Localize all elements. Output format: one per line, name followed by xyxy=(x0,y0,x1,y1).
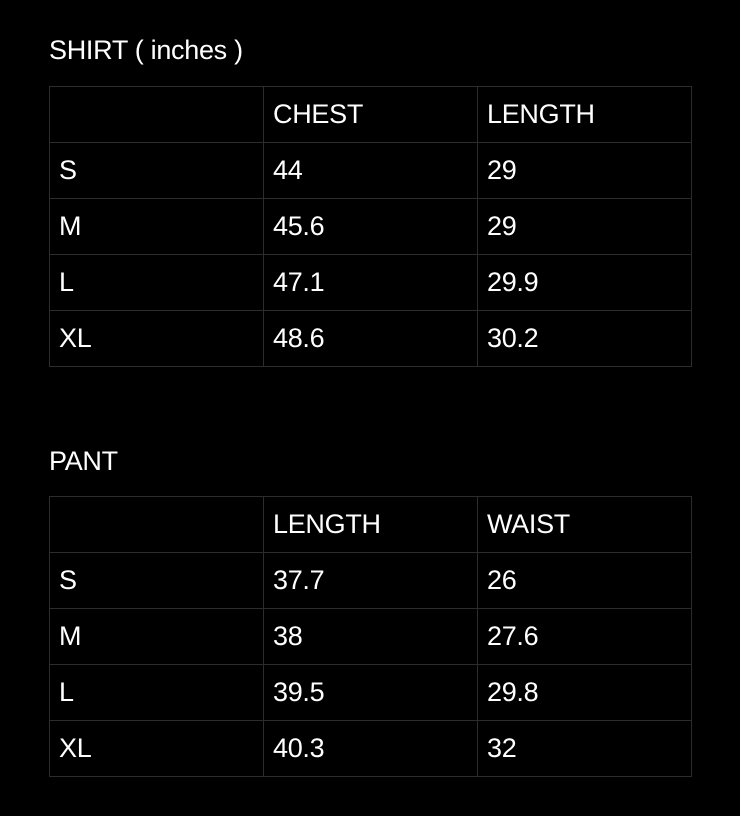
chest-cell: 44 xyxy=(264,143,478,199)
header-cell-waist: WAIST xyxy=(478,497,692,553)
size-cell: S xyxy=(50,553,264,609)
header-cell-length: LENGTH xyxy=(264,497,478,553)
table-row xyxy=(50,609,692,665)
length-cell: 29.9 xyxy=(478,255,692,311)
table-row xyxy=(50,311,692,367)
size-cell: L xyxy=(50,255,264,311)
size-cell: XL xyxy=(50,311,264,367)
shirt-size-title: SHIRT ( inches ) xyxy=(49,35,243,65)
length-cell: 37.7 xyxy=(264,553,478,609)
table-row xyxy=(50,199,692,255)
header-cell-size xyxy=(50,87,264,143)
length-cell: 40.3 xyxy=(264,721,478,777)
length-cell: 29 xyxy=(478,199,692,255)
table-row xyxy=(50,665,692,721)
header-cell-size xyxy=(50,497,264,553)
header-cell-length: LENGTH xyxy=(478,87,692,143)
chest-cell: 45.6 xyxy=(264,199,478,255)
waist-cell: 32 xyxy=(478,721,692,777)
length-cell: 39.5 xyxy=(264,665,478,721)
waist-cell: 27.6 xyxy=(478,609,692,665)
size-cell: L xyxy=(50,665,264,721)
waist-cell: 26 xyxy=(478,553,692,609)
pant-size-title: PANT xyxy=(49,446,118,476)
chest-cell: 48.6 xyxy=(264,311,478,367)
length-cell: 38 xyxy=(264,609,478,665)
table-row xyxy=(50,553,692,609)
table-header-row xyxy=(50,87,692,143)
shirt-size-table xyxy=(49,86,692,367)
length-cell: 29 xyxy=(478,143,692,199)
size-cell: M xyxy=(50,199,264,255)
size-cell: XL xyxy=(50,721,264,777)
size-cell: M xyxy=(50,609,264,665)
size-cell: S xyxy=(50,143,264,199)
table-row xyxy=(50,255,692,311)
waist-cell: 29.8 xyxy=(478,665,692,721)
pant-size-table xyxy=(49,496,692,777)
table-header-row xyxy=(50,497,692,553)
header-cell-chest: CHEST xyxy=(264,87,478,143)
chest-cell: 47.1 xyxy=(264,255,478,311)
table-row xyxy=(50,143,692,199)
length-cell: 30.2 xyxy=(478,311,692,367)
table-row xyxy=(50,721,692,777)
